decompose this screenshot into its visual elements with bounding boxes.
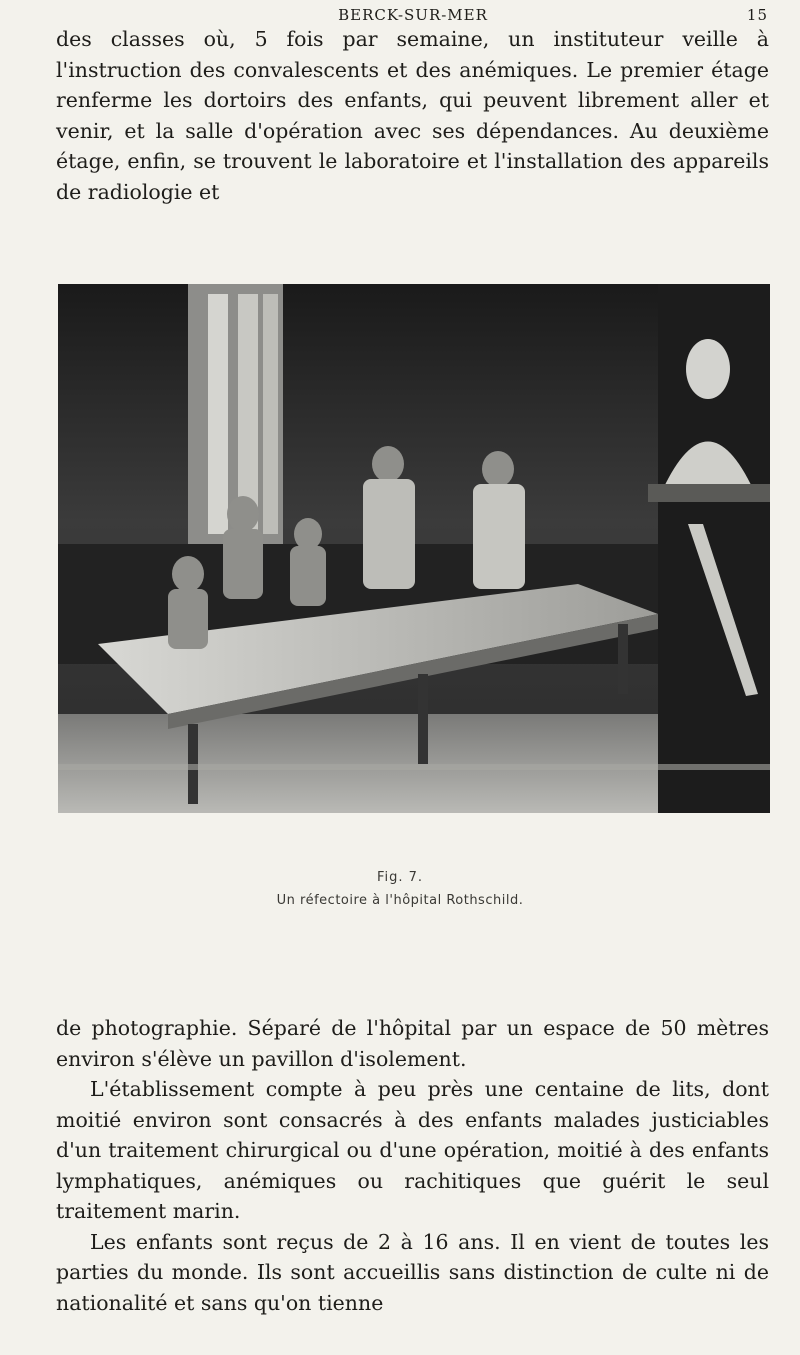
body-text-top — [56, 24, 769, 207]
paragraph: de photographie. Séparé de l'hôpital par un espace de 50 mètres environ s'élève un pavillon d'isolement. — [56, 1016, 769, 1071]
photo-illustration — [58, 284, 770, 813]
figure-caption: Un réfectoire à l'hôpital Rothschild. — [276, 893, 524, 908]
paragraph: des classes où, 5 fois par semaine, un instituteur veille à l'instruction des convalescents et des anémiques. Le premier étage renferme les dortoirs des enfants, qui peuvent librement aller et venir, et la salle d'opération avec ses dépendances. Au deuxième étage, enfin, se trouvent le laboratoire et l'installation des appareils de radiologie et — [56, 27, 769, 204]
figure-label: Fig. 7. — [376, 870, 424, 885]
header-title: BERCK-SUR-MER — [338, 6, 488, 24]
paragraph: L'établissement compte à peu près une centaine de lits, dont moitié environ sont consacrés à des enfants malades justiciables d'un traitement chirurgical ou d'une opération, moitié à des enfants lymphatiques, anémiques ou rachitiques que guérit le seul traitement marin. — [56, 1077, 769, 1223]
page-number: 15 — [746, 6, 768, 24]
paragraph: Les enfants sont reçus de 2 à 16 ans. Il en vient de toutes les parties du monde. Ils sont accueillis sans distinction de culte ni de nationalité et sans qu'on tienne — [56, 1229, 769, 1315]
refectory-photograph — [58, 284, 770, 813]
body-text-bottom — [56, 1013, 769, 1318]
